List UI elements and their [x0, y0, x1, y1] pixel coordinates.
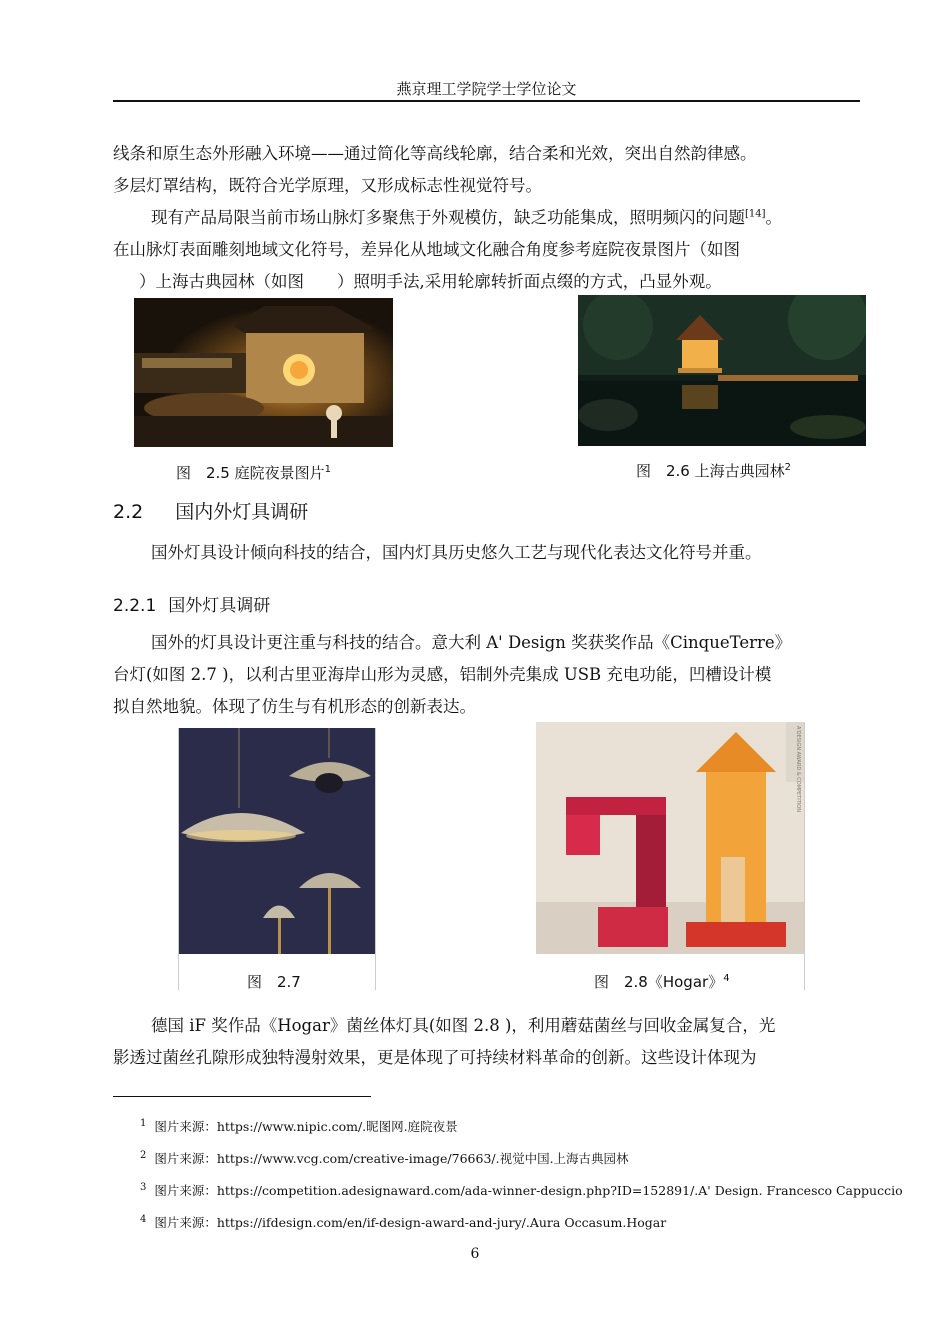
text-line: 在山脉灯表面雕刻地域文化符号，差异化从地域文化融合角度参考庭院夜景图片（如图	[113, 240, 740, 259]
footnote-mark: 1	[140, 1117, 147, 1129]
text-line: 德国 iF 奖作品《Hogar》菌丝体灯具(如图 2.8 )，利用蘑菇菌丝与回收金属复合，光	[151, 1016, 776, 1035]
caption-text: 图 2.8《Hogar》	[594, 973, 724, 991]
figure-shanghai-garden-image	[578, 295, 866, 446]
footnote-2	[140, 1149, 629, 1167]
caption-text: 图 2.5 庭院夜景图片	[176, 464, 325, 482]
citation: [14]	[745, 208, 766, 220]
section-title: 国外灯具调研	[168, 596, 271, 616]
section-number: 2.2	[113, 501, 144, 523]
footnote-text: 图片来源：https://ifdesign.com/en/if-design-award-and-jury/.Aura Occasum.Hogar	[154, 1215, 667, 1230]
header-rule	[113, 100, 860, 102]
footnote-text: 图片来源：https://www.vcg.com/creative-image/76663/.视觉中国.上海古典园林	[154, 1151, 629, 1166]
figure-caption-2-8	[594, 971, 730, 992]
footnote-1	[140, 1117, 458, 1135]
footnote-mark: 4	[140, 1213, 147, 1225]
text-line: 拟自然地貌。体现了仿生与有机形态的创新表达。	[113, 697, 476, 716]
footnote-3	[140, 1181, 903, 1199]
footnote-mark: 2	[140, 1149, 147, 1161]
figure-hogar-lamps-image	[536, 722, 805, 990]
text-line: 国外的灯具设计更注重与科技的结合。意大利 A' Design 奖获奖作品《CinqueTerre》	[151, 633, 792, 652]
text-line	[113, 202, 863, 234]
caption-text: 图 2.7	[247, 973, 301, 991]
footnote-text: 图片来源：https://www.nipic.com/.昵图网.庭院夜景	[154, 1119, 458, 1134]
paragraph-2	[113, 202, 863, 298]
figure-caption-2-6	[636, 460, 791, 481]
section-number: 2.2.1	[113, 596, 157, 616]
paragraph-2-2-1	[113, 627, 863, 723]
award-watermark: A'DESIGN AWARD & COMPETITION	[795, 726, 801, 812]
text-span: 现有产品局限当前市场山脉灯多聚焦于外观模仿，缺乏功能集成，照明频闪的问题	[151, 208, 745, 227]
figure-caption-2-7	[247, 971, 301, 992]
running-header: 燕京理工学院学士学位论文	[396, 80, 577, 98]
footnote-4	[140, 1213, 666, 1231]
figure-courtyard-night-image	[134, 298, 393, 447]
paragraph-hogar	[113, 1010, 863, 1074]
footnote-marker: 4	[723, 973, 730, 984]
section-title: 国内外灯具调研	[175, 501, 309, 523]
footnote-marker: 2	[784, 462, 791, 473]
text-line: 台灯(如图 2.7 )，以利古里亚海岸山形为灵感，铝制外壳集成 USB 充电功能，凹槽设计模	[113, 665, 772, 684]
text-line: 多层灯罩结构，既符合光学原理，又形成标志性视觉符号。	[113, 176, 542, 195]
page-number: 6	[470, 1246, 480, 1262]
text-line: 影透过菌丝孔隙形成独特漫射效果，更是体现了可持续材料革命的创新。这些设计体现为	[113, 1048, 757, 1067]
section-heading-2-2-1	[113, 591, 270, 616]
figure-pendant-lamps-image	[178, 728, 376, 990]
footnote-mark: 3	[140, 1181, 147, 1193]
caption-text: 图 2.6 上海古典园林	[636, 462, 785, 480]
text-span: 。	[765, 208, 783, 227]
footnote-rule	[113, 1096, 371, 1097]
figure-caption-2-5	[176, 462, 331, 483]
section-heading-2-2	[113, 497, 308, 524]
text-line: 线条和原生态外形融入环境——通过简化等高线轮廓，结合柔和光效，突出自然韵律感。	[113, 144, 757, 163]
text-line: ）上海古典园林（如图 ）照明手法,采用轮廓转折面点缀的方式，凸显外观。	[139, 272, 722, 291]
paragraph-1	[113, 138, 863, 202]
footnote-marker: 1	[324, 464, 331, 475]
footnote-text: 图片来源：https://competition.adesignaward.com/ada-winner-design.php?ID=152891/.A' Design. Francesco Cappuccio	[154, 1183, 903, 1198]
section-2-2-body: 国外灯具设计倾向科技的结合，国内灯具历史悠久工艺与现代化表达文化符号并重。	[151, 543, 762, 562]
